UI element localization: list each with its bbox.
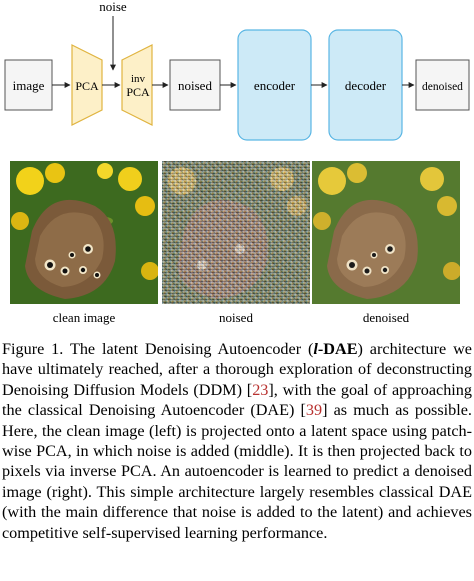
noised-image (162, 161, 310, 304)
denoised-block-label: denoised (422, 81, 463, 93)
caption-intro: Figure 1. The latent Denoising Autoencoder ( (2, 340, 314, 358)
pca-label: PCA (75, 79, 99, 93)
inverse-pca-label-line2: PCA (126, 85, 150, 99)
noised-image-label: noised (219, 310, 253, 325)
caption-text-3: ] as much as possible. Here, the clean image (left) is projected onto a latent space using patch-wise PCA, in which noise is added (middle). It is then projected back to pixels via inverse PCA. An autoencoder is learned to predict a denoised image (right). This simple architecture largely resembles classical DAE (with the main difference that noise is added to the latent) and achieves competitive self-supervised learning performance. (2, 401, 472, 542)
inverse-pca-label-line1: inv (130, 73, 146, 85)
figure-caption (2, 339, 472, 543)
caption-model-name: -DAE (317, 340, 358, 358)
encoder-label: encoder (253, 78, 296, 93)
noised-block-label: noised (178, 78, 212, 93)
citation-link-23[interactable]: 23 (252, 380, 269, 399)
caption-model-name-italic: l (313, 340, 318, 358)
caption-text-1: ) architecture we have ultimately reached, after a thorough exploration of deconstructing Denoising Diffusion Models (DDM) [ (2, 340, 472, 399)
decoder-label: decoder (344, 78, 387, 93)
citation-link-39[interactable]: 39 (305, 401, 323, 420)
clean-image-label: clean image (52, 310, 116, 325)
clean-image (10, 161, 158, 304)
image-block-label: image (12, 78, 45, 93)
noise-text: noise (99, 0, 127, 14)
denoised-image (312, 161, 460, 304)
architecture-diagram (0, 0, 474, 150)
caption-text-2: ], with the goal of approaching the classical Denoising Autoencoder (DAE) [ (2, 380, 472, 420)
denoised-image-label: denoised (362, 310, 410, 325)
